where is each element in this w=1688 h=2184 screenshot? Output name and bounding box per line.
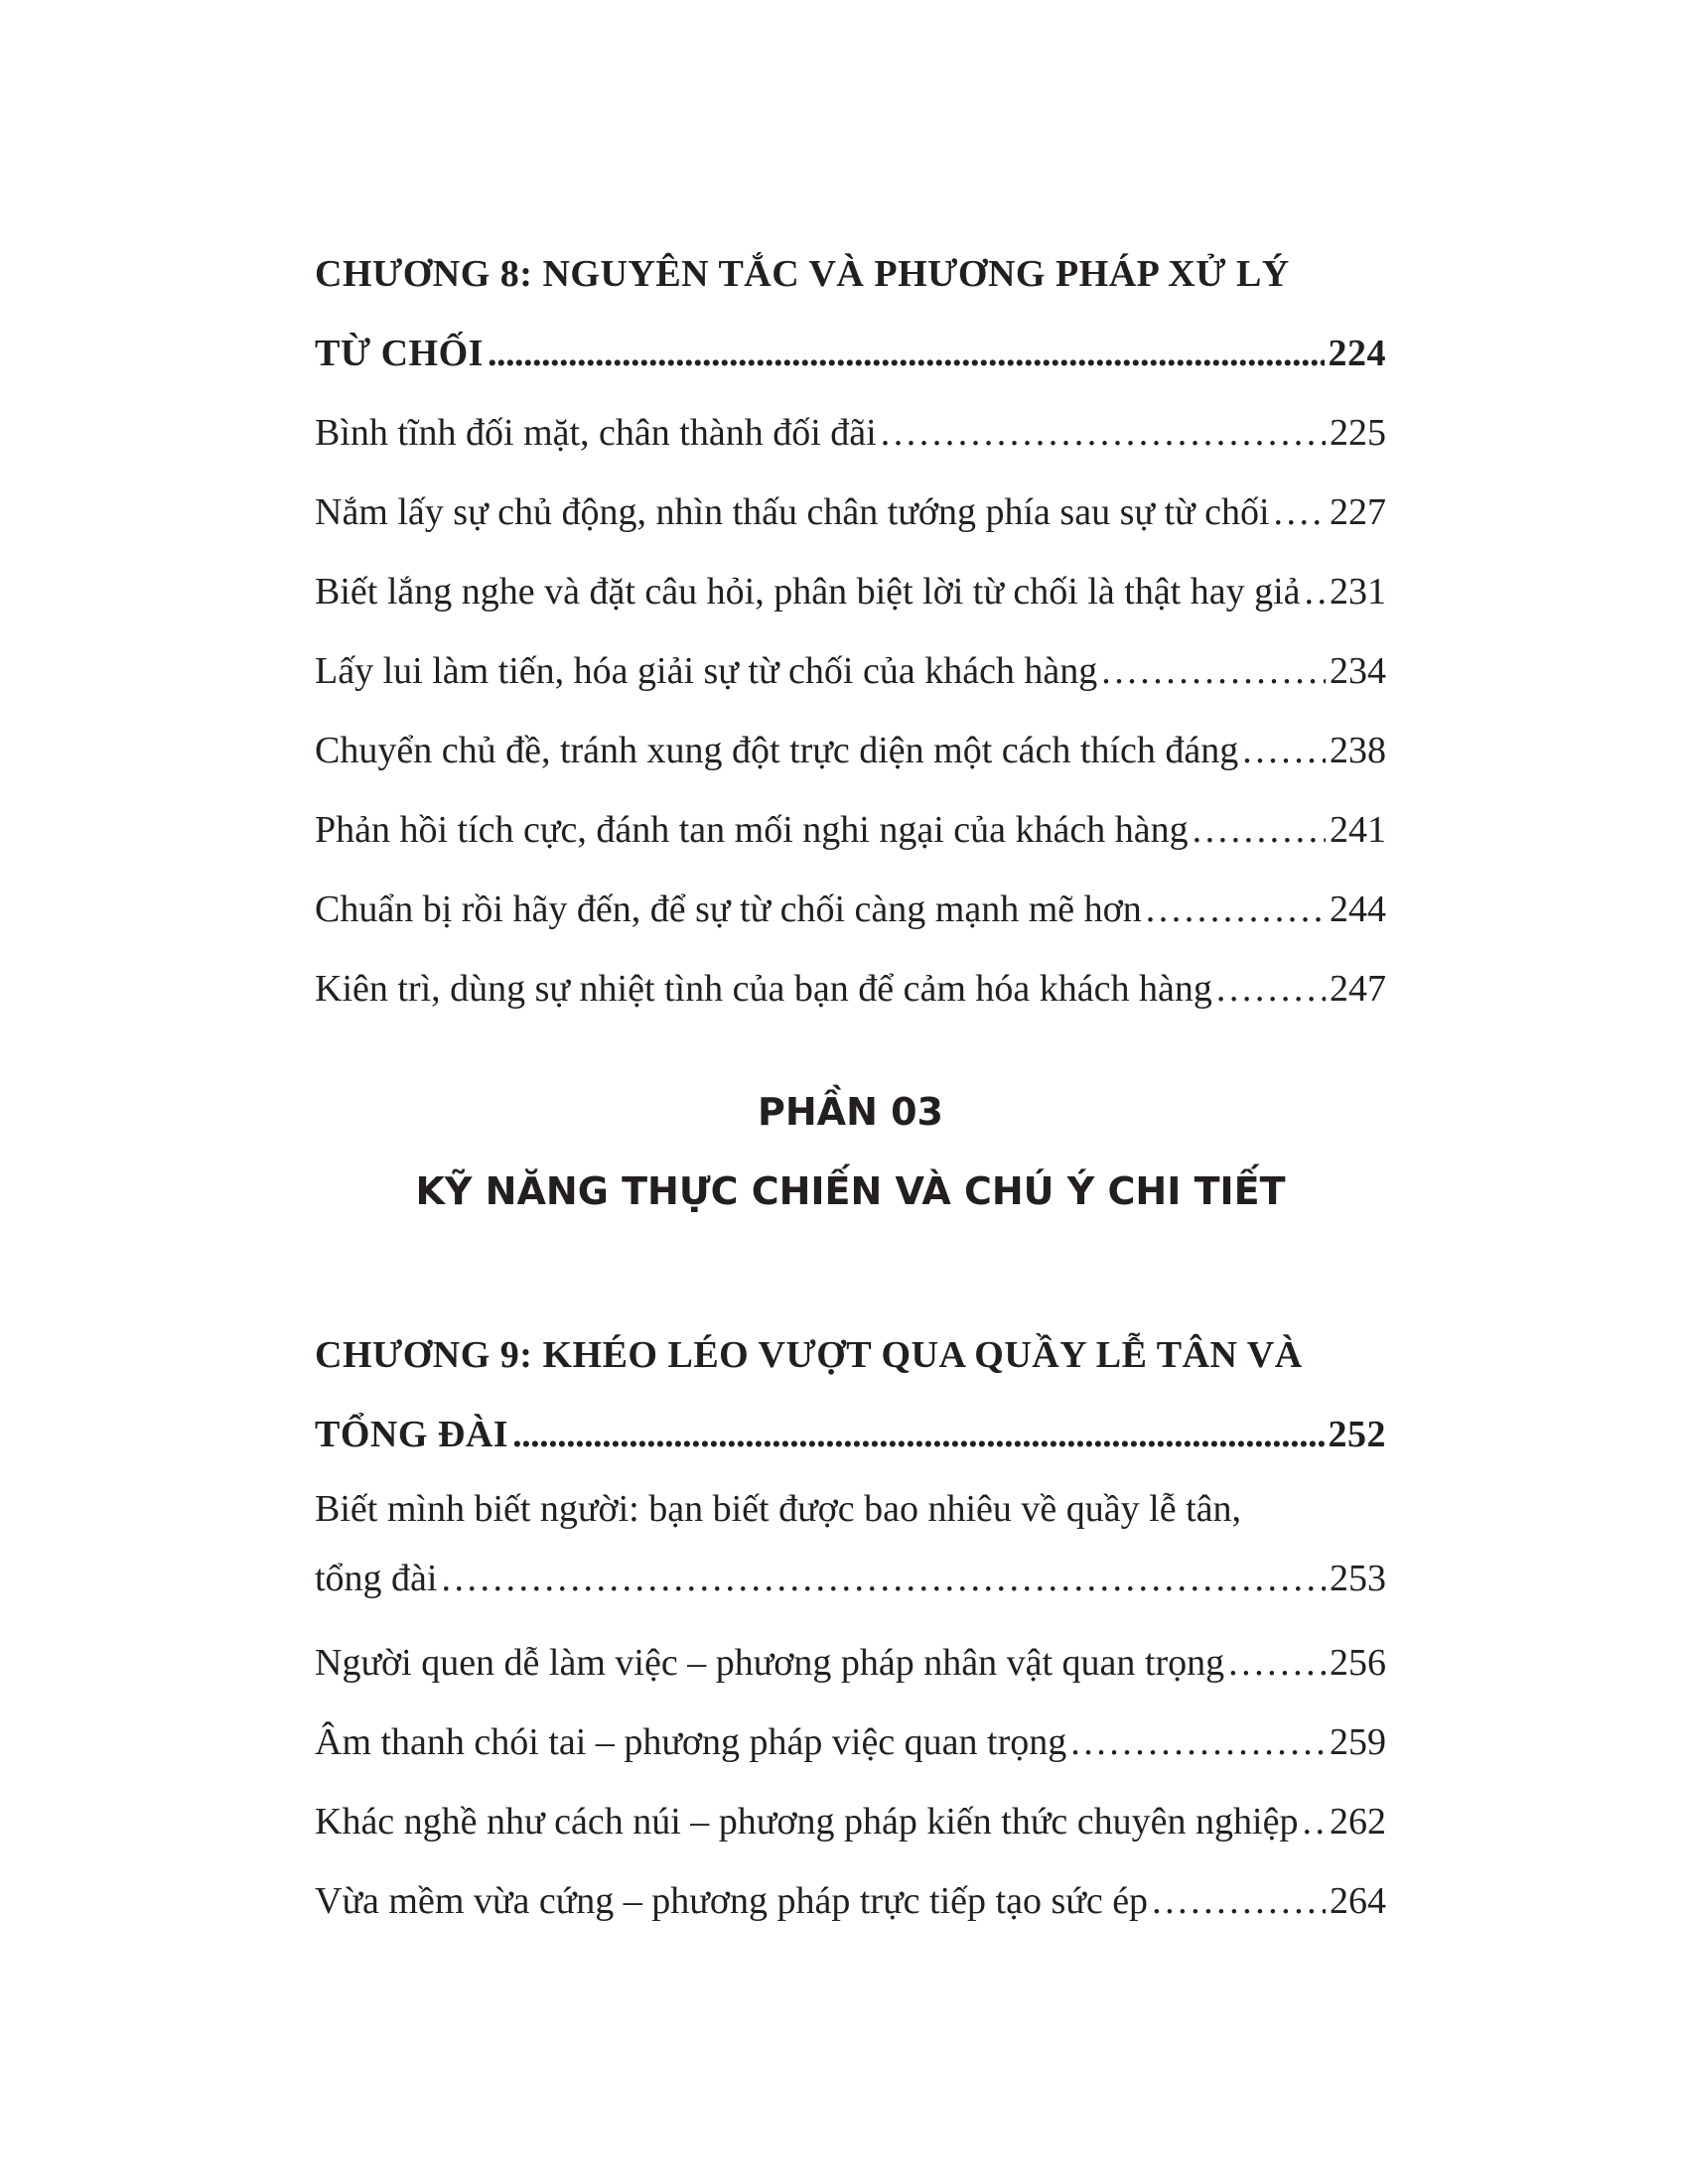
toc-entry xyxy=(315,1861,1386,1941)
entry-title: Khác nghề như cách núi – phương pháp kiến thức chuyên nghiệp xyxy=(315,1801,1299,1843)
toc-section-chapter8 xyxy=(315,234,1386,1028)
entry-title: Lấy lui làm tiến, hóa giải sự từ chối của khách hàng xyxy=(315,650,1098,692)
entry-page-number: 247 xyxy=(1330,968,1386,1010)
chapter-entries xyxy=(315,1474,1386,1941)
toc-section-chapter9 xyxy=(315,1315,1386,1941)
entry-page-number: 225 xyxy=(1330,412,1386,454)
entry-page-number: 253 xyxy=(1330,1558,1386,1599)
dot-leader xyxy=(1070,1703,1326,1782)
entry-page-number: 244 xyxy=(1330,888,1386,930)
toc-entry xyxy=(315,711,1386,790)
dot-leader xyxy=(488,314,1325,393)
toc-entry xyxy=(315,473,1386,552)
entry-page-number: 234 xyxy=(1330,650,1386,692)
toc-entry xyxy=(315,393,1386,473)
entry-page-number: 256 xyxy=(1330,1642,1386,1684)
dot-leader xyxy=(1193,790,1326,870)
entry-page-number: 241 xyxy=(1330,809,1386,851)
entry-title-line2: tổng đài xyxy=(315,1558,438,1599)
toc-entry xyxy=(315,1474,1386,1613)
part-title: KỸ NĂNG THỰC CHIẾN VÀ CHÚ Ý CHI TIẾT xyxy=(415,1169,1286,1213)
part-number: PHẦN 03 xyxy=(758,1090,943,1134)
entry-page-number: 227 xyxy=(1330,491,1386,533)
dot-leader xyxy=(1216,949,1326,1028)
toc-entry xyxy=(315,1782,1386,1861)
dot-leader xyxy=(441,1544,1326,1613)
entry-title: Người quen dễ làm việc – phương pháp nhân vật quan trọng xyxy=(315,1642,1225,1684)
entry-page-number: 262 xyxy=(1330,1801,1386,1843)
dot-leader xyxy=(1152,1861,1326,1941)
chapter-title-row xyxy=(315,1395,1386,1474)
dot-leader xyxy=(512,1395,1324,1474)
toc-entry xyxy=(315,1623,1386,1703)
dot-leader xyxy=(1228,1623,1326,1703)
entry-title: Kiên trì, dùng sự nhiệt tình của bạn để cảm hóa khách hàng xyxy=(315,968,1212,1010)
chapter-page-number: 224 xyxy=(1328,333,1386,374)
entry-title: Nắm lấy sự chủ động, nhìn thấu chân tướng phía sau sự từ chối xyxy=(315,491,1270,533)
entry-page-number: 259 xyxy=(1330,1721,1386,1763)
dot-leader xyxy=(1146,870,1326,949)
entry-page-number: 231 xyxy=(1330,571,1386,613)
chapter-page-number: 252 xyxy=(1328,1414,1386,1455)
toc-entry xyxy=(315,552,1386,631)
chapter-title-line1: CHƯƠNG 8: NGUYÊN TẮC VÀ PHƯƠNG PHÁP XỬ LÝ xyxy=(315,253,1290,295)
dot-leader xyxy=(881,393,1326,473)
dot-leader xyxy=(1274,473,1326,552)
dot-leader xyxy=(1101,631,1326,711)
entry-title-line1: Biết mình biết người: bạn biết được bao nhiêu về quầy lễ tân, xyxy=(315,1488,1242,1530)
entry-title: Chuyển chủ đề, tránh xung đột trực diện một cách thích đáng xyxy=(315,730,1239,771)
chapter-title-line1: CHƯƠNG 9: KHÉO LÉO VƯỢT QUA QUẦY LỄ TÂN VÀ xyxy=(315,1334,1303,1376)
chapter-title-line2: TỔNG ĐÀI xyxy=(315,1414,509,1455)
dot-leader xyxy=(1302,1782,1326,1861)
entry-title: Chuẩn bị rồi hãy đến, để sự từ chối càng mạnh mẽ hơn xyxy=(315,888,1142,930)
entry-page-number: 264 xyxy=(1330,1880,1386,1922)
toc-entry xyxy=(315,1703,1386,1782)
toc-entry xyxy=(315,870,1386,949)
entry-title: Âm thanh chói tai – phương pháp việc quan trọng xyxy=(315,1721,1067,1763)
toc-entry xyxy=(315,631,1386,711)
entry-title: Vừa mềm vừa cứng – phương pháp trực tiếp tạo sức ép xyxy=(315,1880,1149,1922)
toc-entry xyxy=(315,790,1386,870)
dot-leader xyxy=(1242,711,1326,790)
chapter-entries xyxy=(315,393,1386,1028)
chapter-title-row xyxy=(315,314,1386,393)
dot-leader xyxy=(1305,552,1326,631)
entry-title: Phản hồi tích cực, đánh tan mối nghi ngại của khách hàng xyxy=(315,809,1189,851)
chapter-heading xyxy=(315,1315,1386,1474)
entry-title: Bình tĩnh đối mặt, chân thành đối đãi xyxy=(315,412,877,454)
entry-page-number: 238 xyxy=(1330,730,1386,771)
chapter-heading xyxy=(315,234,1386,393)
chapter-title-line2: TỪ CHỐI xyxy=(315,333,484,374)
toc-entry xyxy=(315,949,1386,1028)
entry-title: Biết lắng nghe và đặt câu hỏi, phân biệt lời từ chối là thật hay giả xyxy=(315,571,1301,613)
